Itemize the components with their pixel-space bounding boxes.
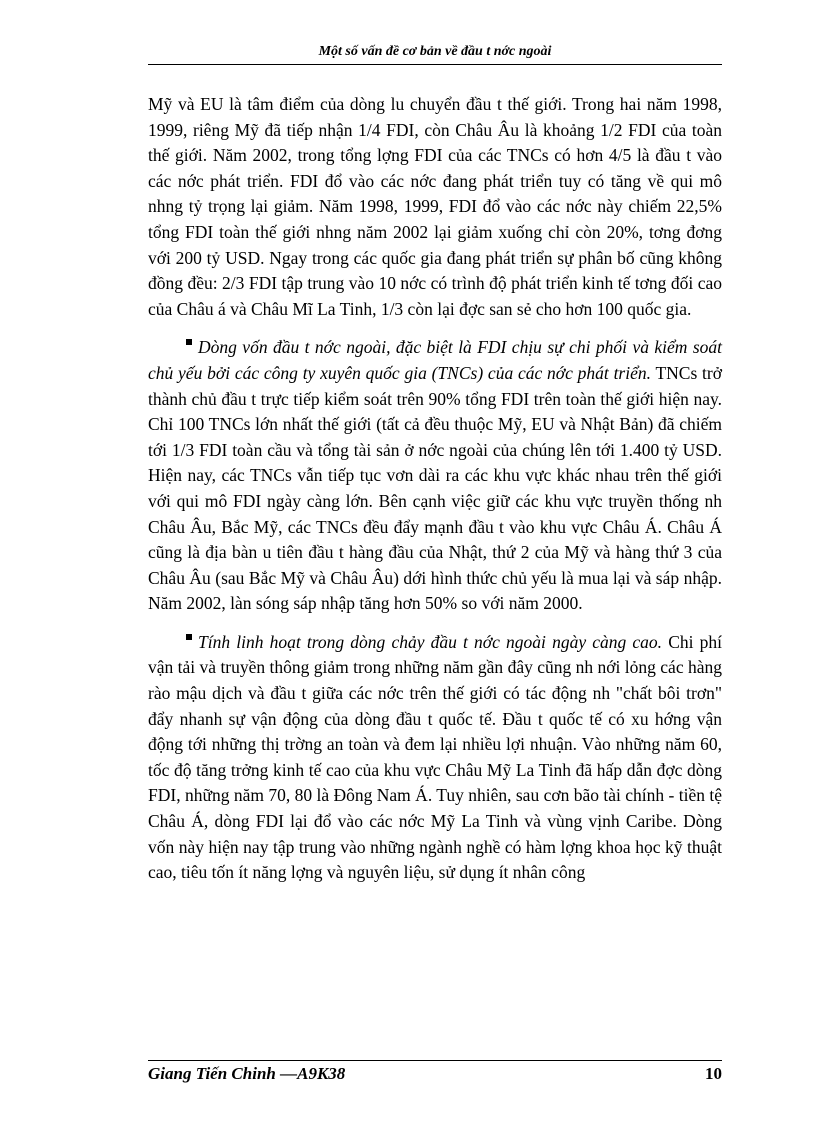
document-body — [148, 92, 722, 899]
header-divider — [148, 64, 722, 65]
paragraph-2-lead: Dòng vốn đầu t nớc ngoài, đặc biệt là FDI chịu sự chi phối và kiểm soát chủ yếu bởi các công ty xuyên quốc gia (TNCs) của các nớc phát triển. — [148, 337, 722, 383]
paragraph-2-text: TNCs trở thành chủ đầu t trực tiếp kiểm soát trên 90% tổng FDI trên toàn thế giới hiện nay. Chỉ 100 TNCs lớn nhất thế giới (tất cả đều thuộc Mỹ, EU và Nhật Bản) đã chiếm tới 1/3 FDI toàn cầu và tổng tài sản ở nớc ngoài của chúng lên tới 1.400 tỷ USD. Hiện nay, các TNCs vẫn tiếp tục vơn dài ra các khu vực khác nhau trên thế giới với qui mô FDI ngày càng lớn. Bên cạnh việc giữ các khu vực truyền thống nh Châu Âu, Bắc Mỹ, các TNCs đều đẩy mạnh đầu t vào khu vực Châu Á. Châu Á cũng là địa bàn u tiên đầu t hàng đầu của Nhật, thứ 2 của Mỹ và hàng thứ 3 của Châu Âu (sau Bắc Mỹ và Châu Âu) dới hình thức chủ yếu là mua lại và sáp nhập. Năm 2002, làn sóng sáp nhập tăng hơn 50% so với năm 2000. — [148, 362, 722, 614]
paragraph-1: Mỹ và EU là tâm điểm của dòng lu chuyển đầu t thế giới. Trong hai năm 1998, 1999, riêng Mỹ đã tiếp nhận 1/4 FDI, còn Châu Âu là khoảng 1/2 FDI của toàn thế giới. Năm 2002, trong tổng lợng FDI của các TNCs có hơn 4/5 là đầu t vào các nớc phát triển. FDI đổ vào các nớc đang phát triển tuy có tăng về qui mô nhng tỷ trọng lại giảm. Năm 1998, 1999, FDI đổ vào các nớc này chiếm 22,5% tổng FDI toàn thế giới nhng năm 2002 lại giảm xuống chỉ còn 20%, tơng đơng với 200 tỷ USD. Ngay trong các quốc gia đang phát triển sự phân bố cũng không đồng đều: 2/3 FDI tập trung vào 10 nớc có trình độ phát triển kinh tế tơng đối cao của Châu á và Châu Mĩ La Tinh, 1/3 còn lại đợc san sẻ cho hơn 100 quốc gia. — [148, 94, 722, 319]
footer-author: Giang Tiến Chinh —A9K38 — [148, 1064, 346, 1083]
paragraph-3 — [148, 630, 722, 886]
page-number: 10 — [705, 1064, 722, 1083]
page-header-title: Một số vấn đề cơ bản về đầu t nớc ngoài — [318, 44, 552, 59]
paragraph-2 — [148, 335, 722, 617]
square-bullet-icon — [186, 339, 192, 345]
paragraph-3-lead: Tính linh hoạt trong dòng chảy đầu t nớc ngoài ngày càng cao. — [198, 631, 663, 652]
paragraph-3-text: Chi phí vận tải và truyền thông giảm trong những năm gần đây cũng nh nới lỏng các hàng rào mậu dịch và đầu t giữa các nớc trên thế giới có tác động nh "chất bôi trơn" đẩy nhanh sự vận động của dòng đầu t quốc tế. Đầu t quốc tế có xu hớng vận động tới những thị trờng an toàn và đem lại nhiều lợi nhuận. Vào những năm 60, tốc độ tăng trởng kinh tế cao của khu vực Châu Mỹ La Tinh đã hấp dẫn đợc dòng FDI, những năm 70, 80 là Đông Nam Á. Tuy nhiên, sau cơn bão tài chính - tiền tệ Châu Á, dòng FDI lại đổ vào các nớc Mỹ La Tinh và vùng vịnh Caribe. Dòng vốn này hiện nay tập trung vào những ngành nghề có hàm lợng khoa học kỹ thuật cao, tiêu tốn ít năng lợng và nguyên liệu, sử dụng ít nhân công — [148, 631, 722, 883]
square-bullet-icon — [186, 634, 192, 640]
footer-divider — [148, 1060, 722, 1061]
